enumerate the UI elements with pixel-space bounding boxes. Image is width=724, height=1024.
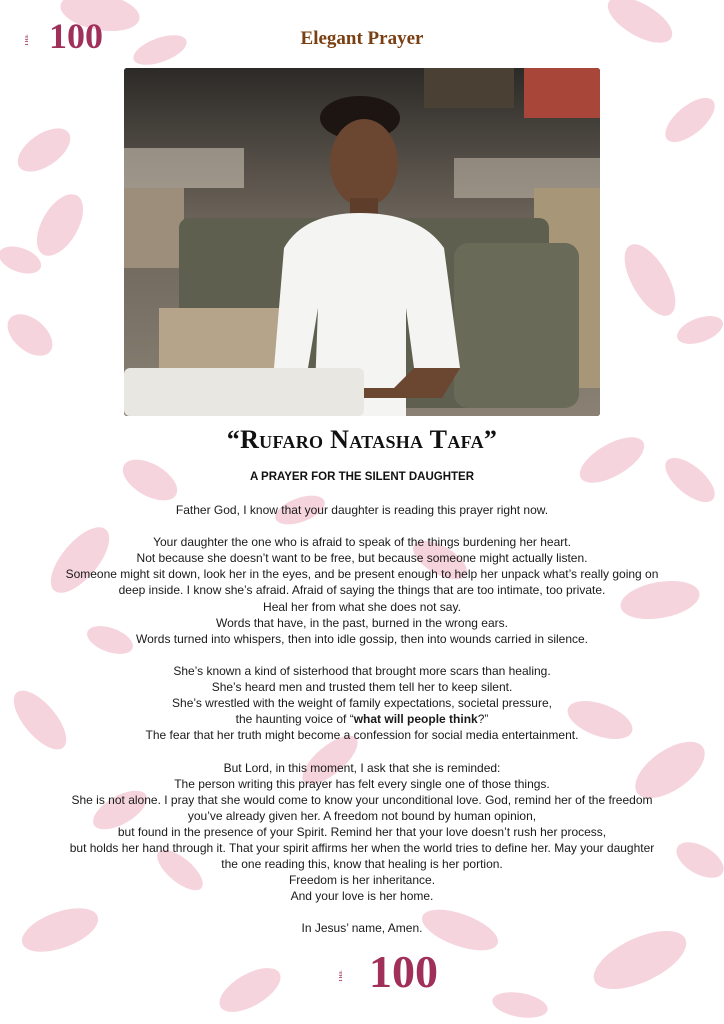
prayer-line: Heal her from what she does not say. — [263, 599, 461, 614]
portrait-illustration — [124, 68, 600, 416]
prayer-line: Freedom is her inheritance. — [288, 873, 436, 888]
prayer-subtitle: A PRAYER FOR THE SILENT DAUGHTER — [249, 471, 475, 483]
prayer-line: The person writing this prayer has felt every single one of those things. — [174, 776, 550, 791]
brand-logo-footer — [316, 946, 438, 998]
prayer-line: Words turned into whispers, then into idle gossip, then into wounds carried in silence. — [135, 631, 589, 646]
brand-logo-the: THE — [339, 970, 344, 983]
brand-logo-number: 100 — [369, 946, 438, 997]
prayer-line: Someone might sit down, look her in the eyes, and be present enough to help her unpack what’s really going on deep inside. I know she’s afraid. Afraid of saying the things that are too intimate, too private. — [65, 567, 659, 598]
featured-name: “Rufaro Natasha Tafa” — [226, 425, 498, 454]
prayer-line: But Lord, in this moment, I ask that she is reminded: — [223, 760, 501, 775]
prayer-line: She’s wrestled with the weight of family expectations, societal pressure, — [172, 696, 552, 711]
prayer-line: She’s heard men and trusted them tell her to keep silent. — [211, 680, 513, 695]
portrait-photo — [124, 68, 600, 416]
brand-logo-the: THE — [25, 33, 30, 46]
prayer-line: She’s known a kind of sisterhood that brought more scars than healing. — [173, 663, 551, 678]
prayer-body — [60, 502, 664, 937]
prayer-line: The fear that her truth might become a confession for social media entertainment. — [145, 728, 579, 743]
prayer-emphasis: what will people think — [353, 712, 478, 727]
prayer-line: She is not alone. I pray that she would come to know your unconditional love. God, remind her of the freedom you’ve already given her. A freedom not bound by human opinion, — [71, 792, 653, 823]
prayer-line: Not because she doesn’t want to be free, but because someone might actually listen. — [136, 551, 588, 566]
prayer-line: Your daughter the one who is afraid to speak of the things burdening her heart. — [153, 535, 571, 550]
prayer-text: the haunting voice of “ — [235, 712, 354, 727]
prayer-line: Words that have, in the past, burned in the wrong ears. — [216, 615, 508, 630]
prayer-line: but holds her hand through it. That your spirit affirms her when the world tries to define her. May your daughter the one reading this, know that healing is her portion. — [69, 840, 655, 872]
prayer-closing: In Jesus’ name, Amen. — [301, 921, 423, 936]
prayer-line — [60, 711, 664, 727]
page-header-title: Elegant Prayer — [300, 28, 424, 49]
prayer-text: ?” — [477, 712, 489, 727]
prayer-line: And your love is her home. — [290, 889, 434, 904]
prayer-line: but found in the presence of your Spirit. Remind her that your love doesn’t rush her process, — [117, 824, 607, 839]
prayer-line: Father God, I know that your daughter is reading this prayer right now. — [175, 503, 549, 517]
brand-logo-number: 100 — [49, 16, 103, 56]
